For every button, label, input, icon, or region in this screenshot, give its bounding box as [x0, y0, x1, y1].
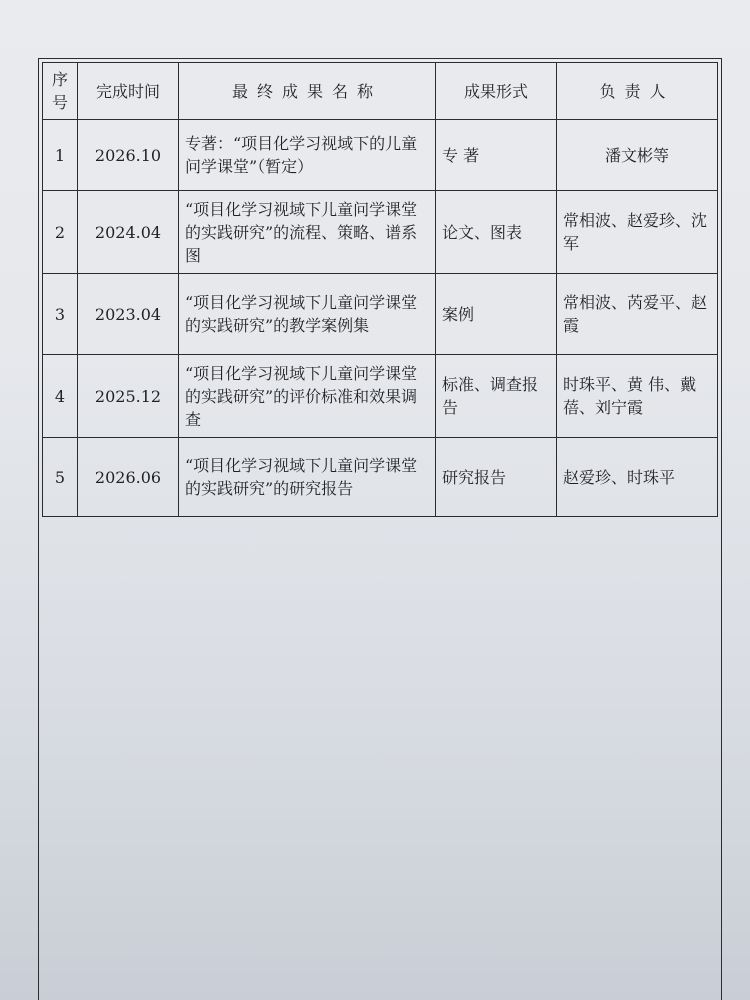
header-name: 最终成果名称 [179, 63, 436, 120]
header-form: 成果形式 [436, 63, 557, 120]
row-idx: 2 [43, 191, 78, 274]
row-form: 案例 [436, 274, 557, 355]
row-name: “项目化学习视域下儿童问学课堂的实践研究”的教学案例集 [179, 274, 436, 355]
table-row [43, 274, 718, 355]
row-form: 专 著 [436, 120, 557, 191]
table-row [43, 355, 718, 438]
row-idx: 4 [43, 355, 78, 438]
row-time: 2024.04 [78, 191, 179, 274]
row-time: 2025.12 [78, 355, 179, 438]
row-time: 2026.10 [78, 120, 179, 191]
row-owner: 常相波、芮爱平、赵 霞 [557, 274, 718, 355]
row-owner: 潘文彬等 [557, 120, 718, 191]
row-name: “项目化学习视域下儿童问学课堂的实践研究”的评价标准和效果调查 [179, 355, 436, 438]
header-time: 完成时间 [78, 63, 179, 120]
row-time: 2026.06 [78, 438, 179, 517]
row-time: 2023.04 [78, 274, 179, 355]
row-owner: 赵爱珍、时珠平 [557, 438, 718, 517]
table-row [43, 120, 718, 191]
row-idx: 5 [43, 438, 78, 517]
table-row [43, 191, 718, 274]
row-name: “项目化学习视域下儿童问学课堂的实践研究”的流程、策略、谱系图 [179, 191, 436, 274]
row-form: 标准、调查报告 [436, 355, 557, 438]
row-idx: 1 [43, 120, 78, 191]
row-idx: 3 [43, 274, 78, 355]
row-owner: 常相波、赵爱珍、沈 军 [557, 191, 718, 274]
row-name: “项目化学习视域下儿童问学课堂的实践研究”的研究报告 [179, 438, 436, 517]
table-header-row [43, 63, 718, 120]
results-table [42, 62, 718, 517]
row-form: 论文、图表 [436, 191, 557, 274]
row-name: 专著：“项目化学习视域下的儿童问学课堂”（暂定） [179, 120, 436, 191]
header-owner: 负责人 [557, 63, 718, 120]
table-row [43, 438, 718, 517]
row-owner: 时珠平、黄 伟、戴 蓓、刘宁霞 [557, 355, 718, 438]
header-idx: 序号 [43, 63, 78, 120]
row-form: 研究报告 [436, 438, 557, 517]
